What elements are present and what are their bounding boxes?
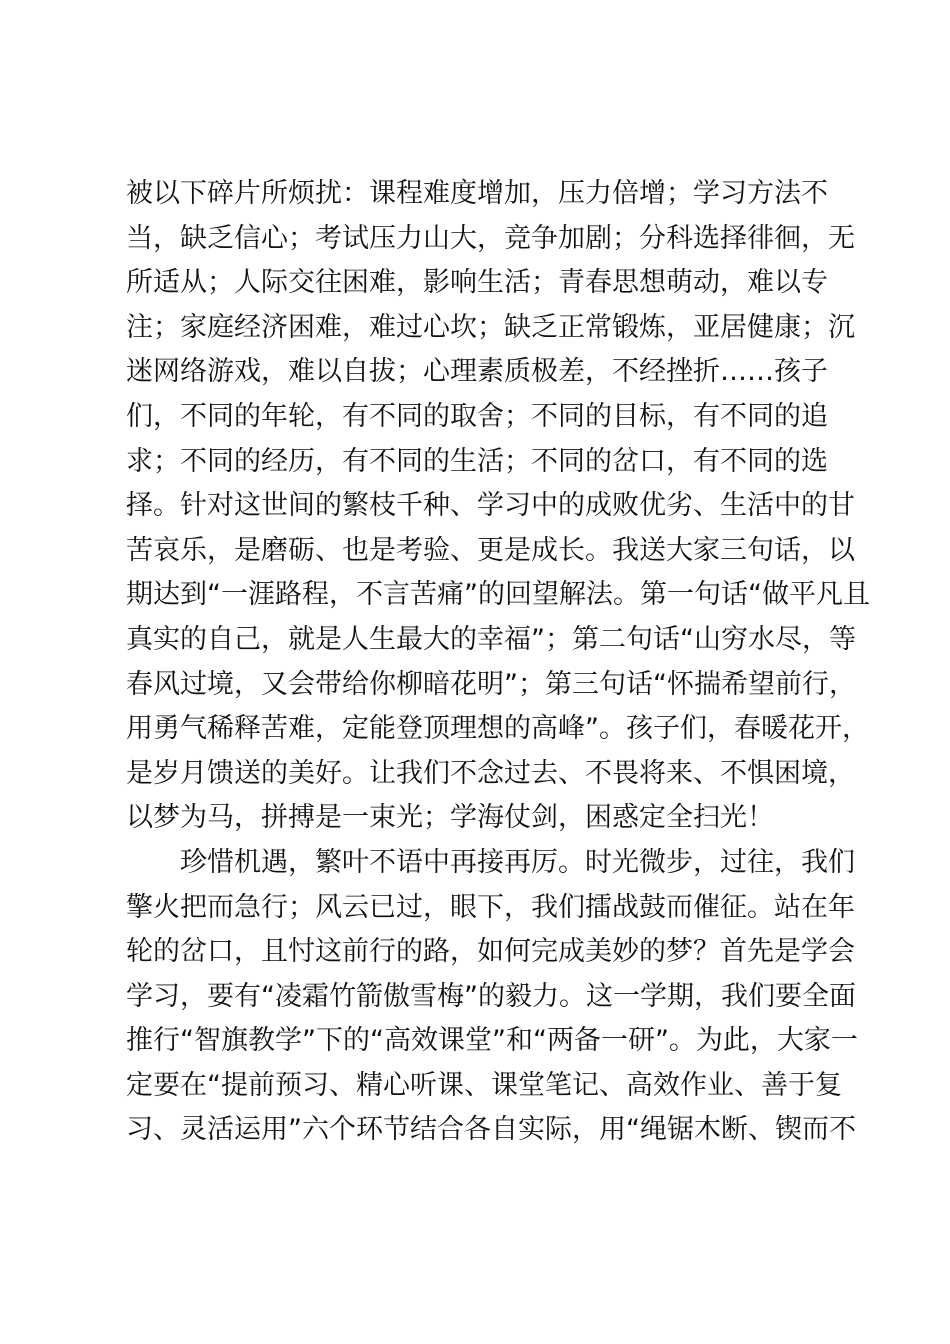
text-line: 被以下碎片所烦扰：课程难度增加，压力倍增；学习方法不 [126,178,828,209]
text-line: 真实的自己，就是人生最大的幸福”；第二句话“山穷水尽，等 [126,623,856,655]
paragraph-start-line: 珍惜机遇，繁叶不语中再接再厉。时光微步，过往，我们 [180,846,855,878]
text-line: 当，缺乏信心；考试压力山大，竞争加剧；分科选择徘徊，无 [126,222,855,254]
text-line: 求；不同的经历，有不同的生活；不同的岔口，有不同的选 [126,445,828,477]
text-line: 推行“智旗教学”下的“高效课堂”和“两备一研”。为此，大家一 [126,1025,858,1057]
text-line: 定要在“提前预习、精心听课、课堂笔记、高效作业、善于复 [126,1069,842,1101]
text-line: 注；家庭经济困难，难过心坎；缺乏正常锻炼，亚居健康；沉 [126,311,855,343]
text-line: 迷网络游戏，难以自拔；心理素质极差，不经挫折……孩子 [126,356,828,388]
body-text [126,172,870,1153]
text-line: 以梦为马，拼搏是一束光；学海仗剑，困惑定全扫光！ [126,802,774,834]
text-line: 擎火把而急行；风云已过，眼下，我们擂战鼓而催征。站在年 [126,891,855,923]
text-line: 们，不同的年轮，有不同的取舍；不同的目标，有不同的追 [126,400,828,432]
text-line: 习、灵活运用”六个环节结合各自实际，用“绳锯木断、锲而不 [126,1114,856,1146]
text-line: 春风过境，又会带给你柳暗花明”；第三句话“怀揣希望前行， [126,668,856,700]
text-line: 轮的岔口，且忖这前行的路，如何完成美妙的梦？首先是学会 [126,936,855,968]
text-line: 择。针对这世间的繁枝千种、学习中的成败优劣、生活中的甘 [126,490,855,522]
text-line: 所适从；人际交往困难，影响生活；青春思想萌动，难以专 [126,267,828,299]
text-line: 期达到“一涯路程，不言苦痛”的回望解法。第一句话“做平凡且 [126,579,870,611]
text-line: 用勇气稀释苦难，定能登顶理想的高峰”。孩子们，春暖花开， [126,713,869,745]
text-line: 是岁月馈送的美好。让我们不念过去、不畏将来、不惧困境， [126,757,855,789]
text-line: 学习，要有“凌霜竹箭傲雪梅”的毅力。这一学期，我们要全面 [126,980,856,1012]
text-line: 苦哀乐，是磨砺、也是考验、更是成长。我送大家三句话，以 [126,534,855,566]
